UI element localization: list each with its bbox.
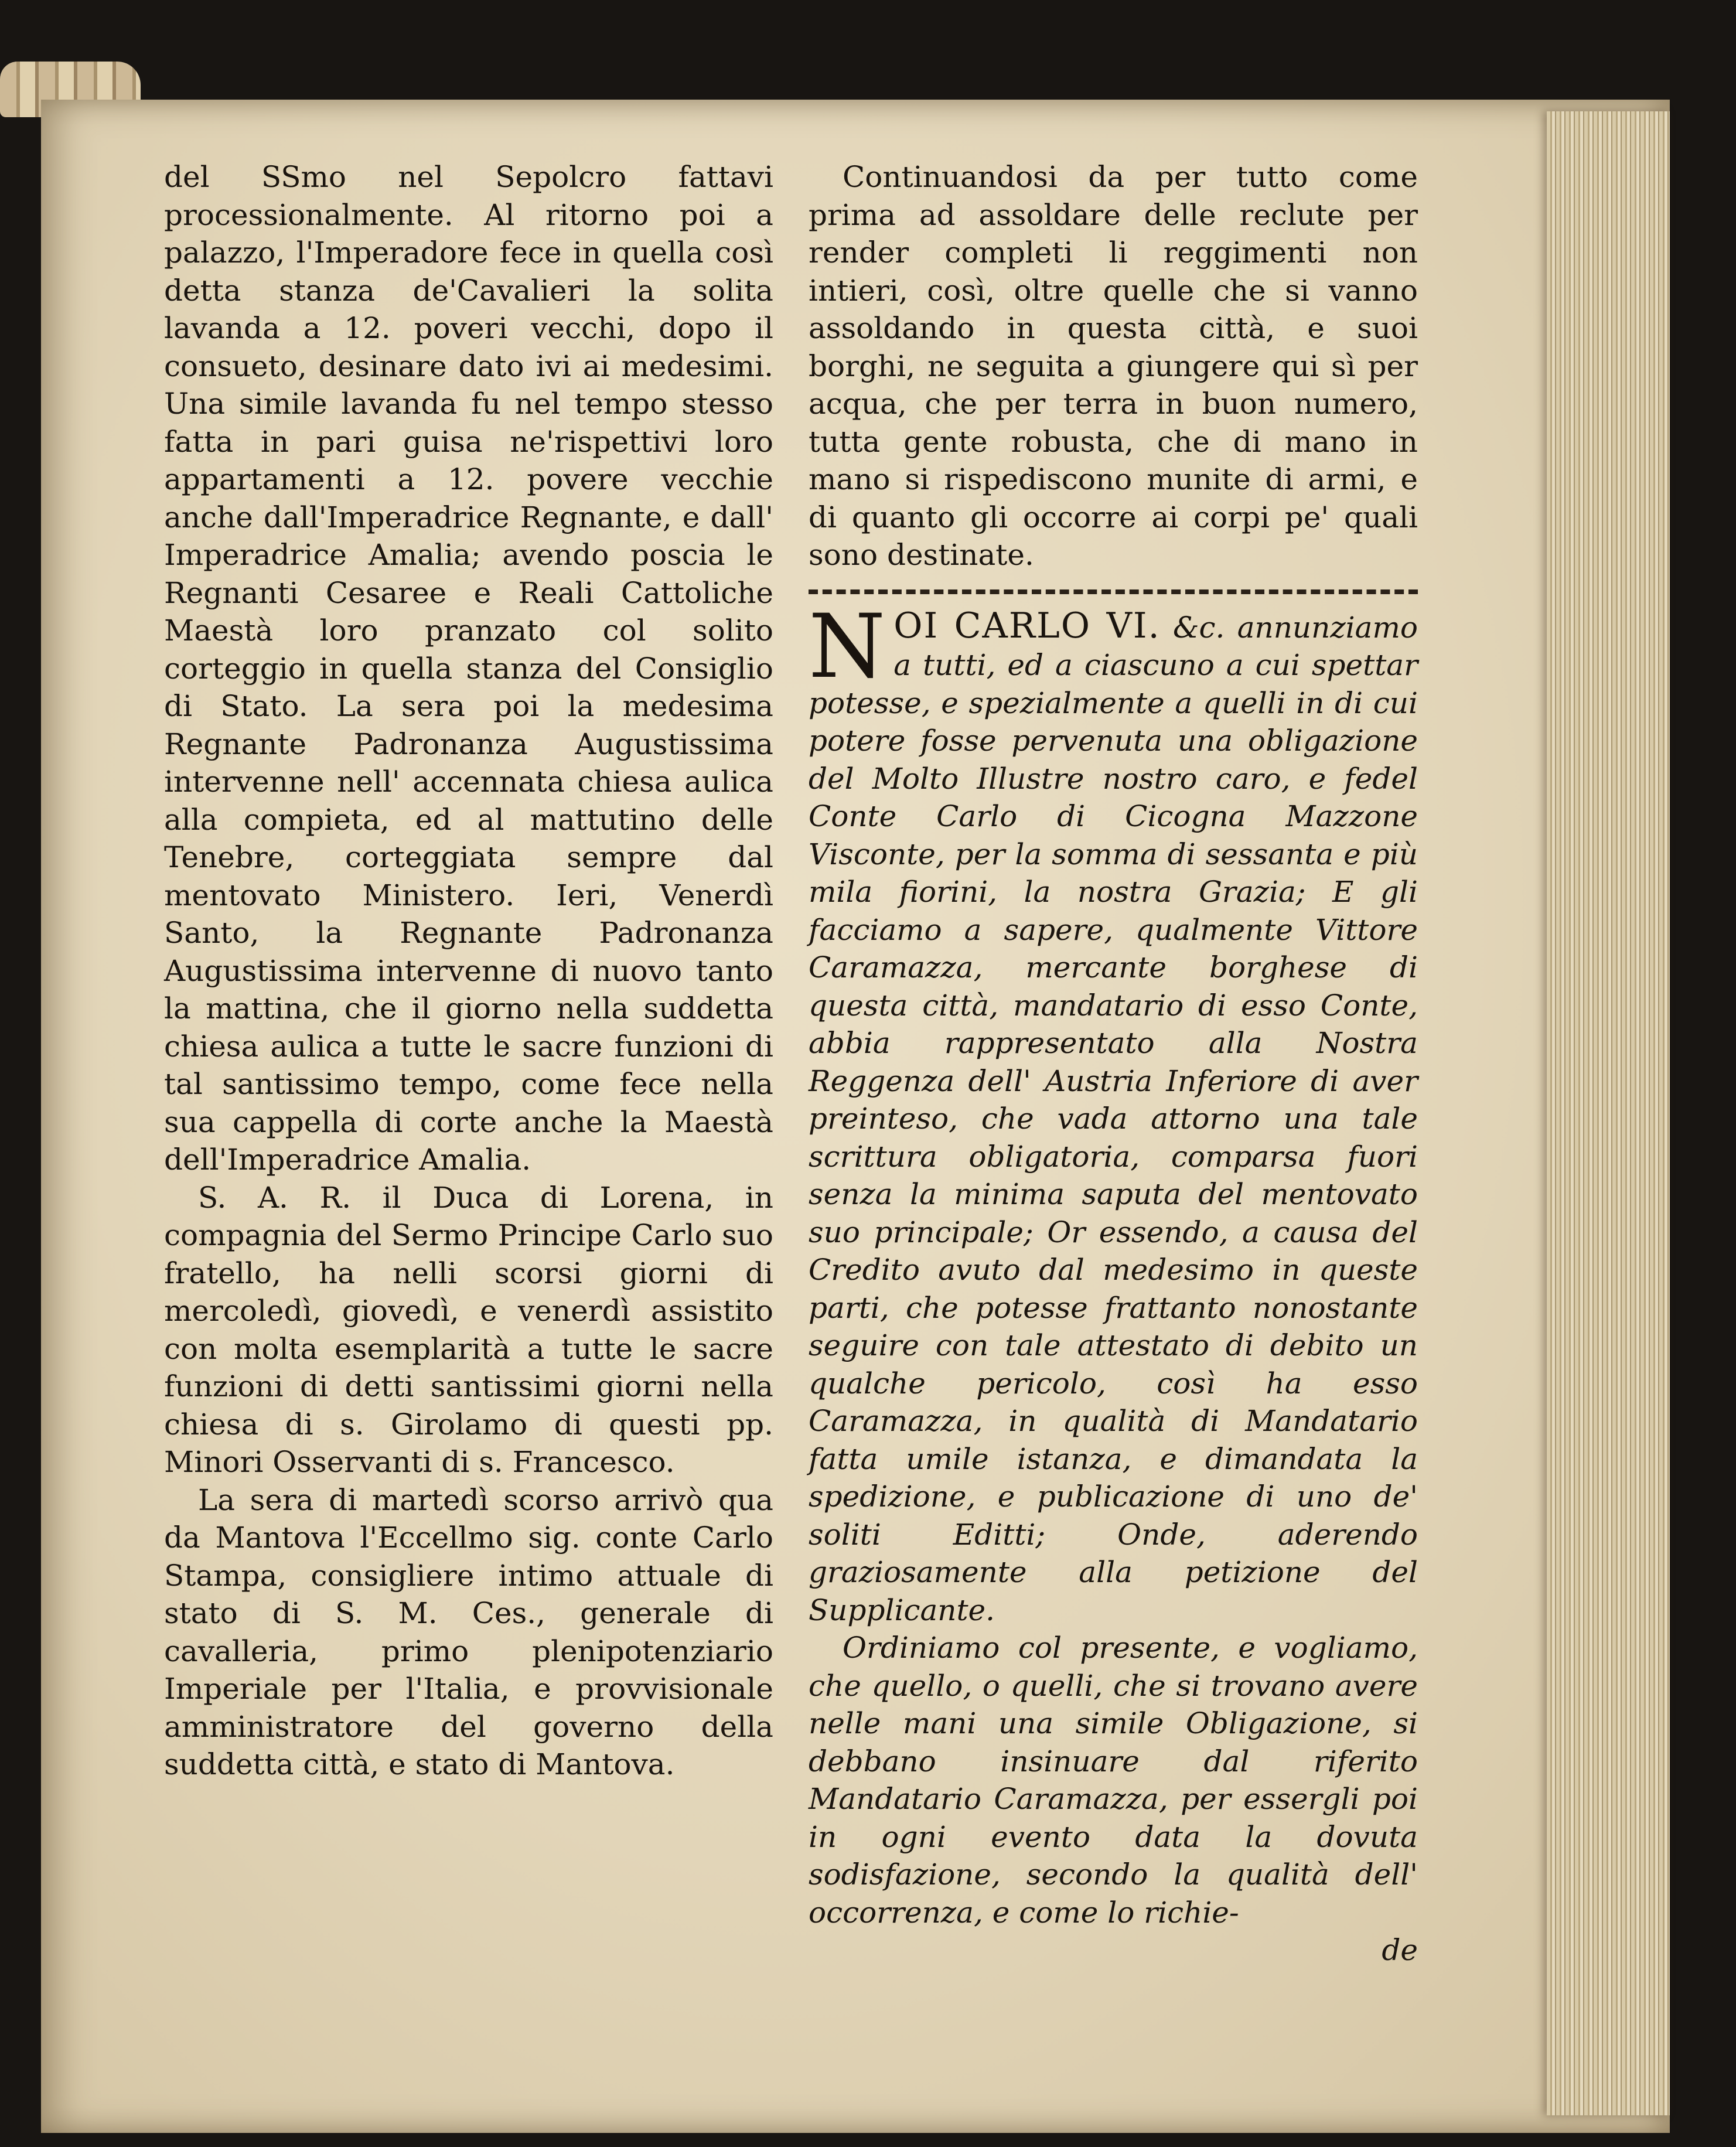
right-column <box>809 158 1418 1969</box>
section-divider <box>809 589 1418 594</box>
decree-text <box>809 595 1418 1630</box>
catchword: de <box>1382 1933 1418 1967</box>
decree-heading: OI CARLO VI. <box>893 605 1161 646</box>
left-column <box>164 158 773 1784</box>
decree-order: Ordiniamo col presente, e vogliamo, che quello, o quelli, che si trovano avere nelle mani una simile Obligazione, si debbano insinuare dal riferito Mandatario Caramazza, per essergli poi in ogni evento data la dovuta sodisfazione, secondo la qualità dell' occorrenza, e come lo richie- <box>809 1631 1418 1930</box>
drop-cap: N <box>809 595 886 698</box>
paragraph-holy-week: del SSmo nel Sepolcro fattavi processionalmente. Al ritorno poi a palazzo, l'Imperadore fece in quella così detta stanza de'Cavalieri la solita lavanda a 12. poveri vecchi, dopo il consueto, desinare dato ivi ai medesimi. Una simile lavanda fu nel tempo stesso fatta in pari guisa ne'rispettivi loro appartamenti a 12. povere vecchie anche dall'Imperadrice Regnante, e dall' Imperadrice Amalia; avendo poscia le Regnanti Cesaree e Reali Cattoliche Maestà loro pranzato col solito corteggio in quella stanza del Consiglio di Stato. La sera poi la medesima Regnante Padronanza Augustissima intervenne nell' accennata chiesa aulica alla compieta, ed al mattutino delle Tenebre, corteggiata sempre dal mentovato Ministero. Ieri, Venerdì Santo, la Regnante Padronanza Augustissima intervenne di nuovo tanto la mattina, che il giorno nella suddetta chiesa aulica a tutte le sacre funzioni di tal santissimo tempo, come fece nella sua cappella di corte anche la Maestà dell'Imperadrice Amalia. <box>164 160 773 1177</box>
decree-body: &c. annunziamo a tutti, ed a ciascuno a cui spettar potesse, e spezialmente a quelli in di cui potere fosse pervenuta una obligazione del Molto Illustre nostro caro, e fedel Conte Carlo di Cicogna Mazzone Visconte, per la somma di sessanta e più mila fiorini, la nostra Grazia; E gli facciamo a sapere, qualmente Vittore Caramazza, mercante borghese di questa città, mandatario di esso Conte, abbia rappresentato alla Nostra Reggenza dell' Austria Inferiore di aver preinteso, che vada attorno una tale scrittura obligatoria, comparsa fuori senza la minima saputa del mentovato suo principale; Or essendo, a causa del Credito avuto dal medesimo in queste parti, che potesse frattanto nonostante seguire con tale attestato di debito un qualche pericolo, così ha esso Caramazza, in qualità di Mandatario fatta umile istanza, e dimandata la spedizione, e publicazione di uno de' soliti Editti; Onde, aderendo graziosamente alla petizione del Supplicante. <box>809 610 1418 1627</box>
paragraph-recruits: Continuandosi da per tutto come prima ad assoldare delle reclute per render completi li reggimenti non intieri, così, oltre quelle che si vanno assoldando in questa città, e suoi borghi, ne seguita a giungere qui sì per acqua, che per terra in buon numero, tutta gente robusta, che di mano in mano si rispediscono munite di armi, e di quanto gli occorre ai corpi pe' quali sono destinate. <box>809 160 1418 572</box>
paragraph-count-stampa: La sera di martedì scorso arrivò qua da Mantova l'Eccellmo sig. conte Carlo Stampa, consigliere intimo attuale di stato di S. M. Ces., generale di cavalleria, primo plenipotenziario Imperiale per l'Italia, e provvisionale amministratore del governo della suddetta città, e stato di Mantova. <box>164 1483 773 1781</box>
paragraph-duke-lorraine: S. A. R. il Duca di Lorena, in compagnia del Sermo Principe Carlo suo fratello, ha nelli scorsi giorni di mercoledì, giovedì, e venerdì assistito con molta esemplarità a tutte le sacre funzioni di detti santissimi giorni nella chiesa di s. Girolamo di questi pp. Minori Osservanti di s. Francesco. <box>164 1180 773 1479</box>
page-edges <box>1547 111 1670 2115</box>
